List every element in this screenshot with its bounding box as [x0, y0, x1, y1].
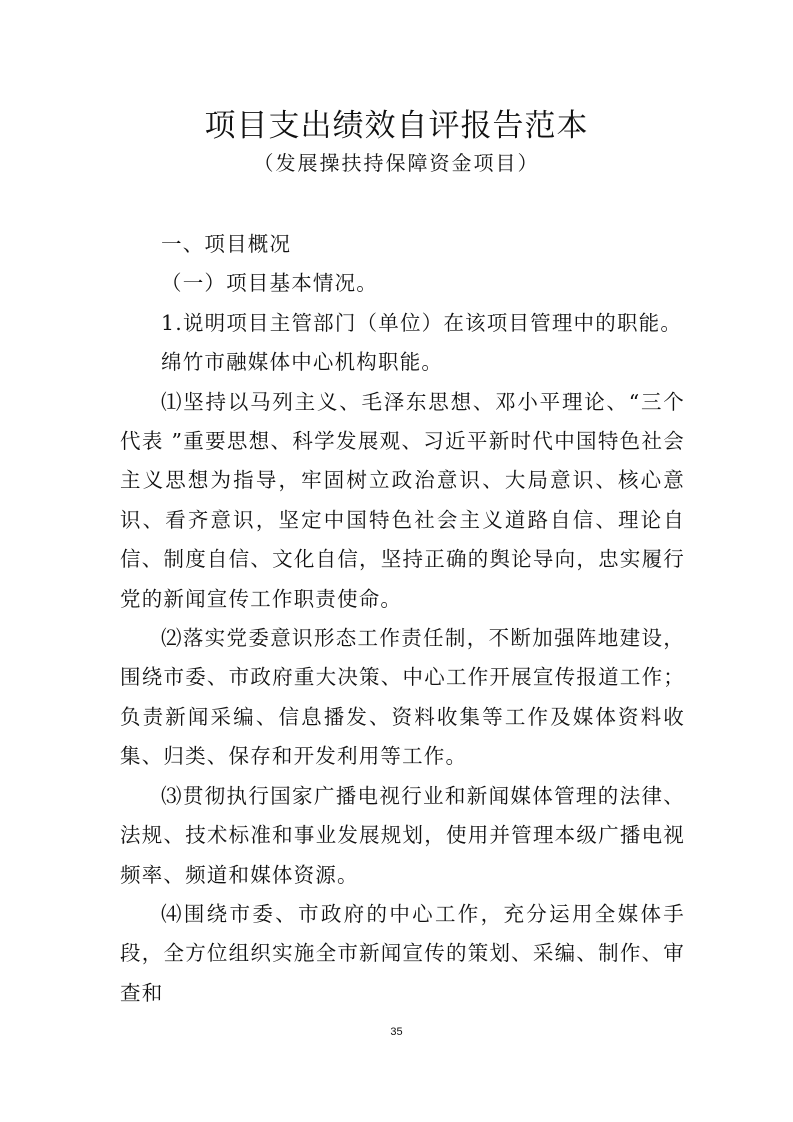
body-paragraph: ⑷围绕市委、市政府的中心工作，充分运用全媒体手段，全方位组织实施全市新闻宣传的策划、采编、制作、审查和	[120, 901, 685, 1005]
body-paragraph: ⑵落实党委意识形态工作责任制，不断加强阵地建设，围绕市委、市政府重大决策、中心工作开展宣传报道工作；负责新闻采编、信息播发、资料收集等工作及媒体资料收集、归类、保存和开发利用等工作。	[120, 626, 685, 769]
body-paragraph: 绵竹市融媒体中心机构职能。	[161, 350, 444, 375]
section-heading: 一、项目概况	[161, 232, 292, 256]
body-paragraph: ⑴坚持以马列主义、毛泽东思想、邓小平理论、“三个代表 ”重要思想、科学发展观、习近平新时代中国特色社会主义思想为指导，牢固树立政治意识、大局意识、核心意识、看齐意识，坚定中国特色社会主义道路自信、理论自信、制度自信、文化自信，坚持正确的舆论导向，忠实履行党的新闻宣传工作职责使命。	[120, 389, 685, 611]
document-body	[120, 225, 685, 1013]
subsection-heading: （一）项目基本情况。	[161, 271, 378, 296]
page-number: 35	[390, 1026, 403, 1038]
body-paragraph: ⑶贯彻执行国家广播电视行业和新闻媒体管理的法律、法规、技术标准和事业发展规划，使用并管理本级广播电视频率、频道和媒体资源。	[120, 783, 685, 887]
item-heading: 1.说明项目主管部门（单位）在该项目管理中的职能。	[161, 310, 683, 335]
document-subtitle: （发展操扶持保障资金项目）	[253, 151, 540, 175]
document-title: 项目支出绩效自评报告范本	[204, 108, 589, 144]
